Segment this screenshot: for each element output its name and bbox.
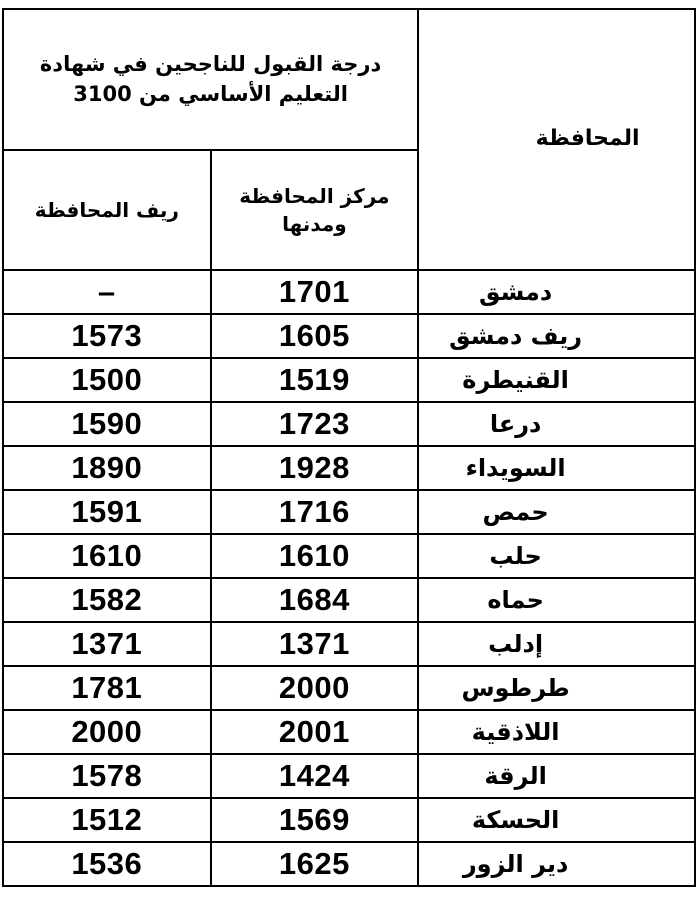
city-grade-cell: 1701 — [211, 270, 419, 314]
rural-grade-cell: 1610 — [3, 534, 211, 578]
city-grade-cell: 1371 — [211, 622, 419, 666]
city-grade-cell: 1605 — [211, 314, 419, 358]
table-row — [3, 534, 695, 578]
rural-grade-cell: 1371 — [3, 622, 211, 666]
city-grade-cell: 1424 — [211, 754, 419, 798]
rural-header-cell — [3, 150, 211, 270]
acceptance-grades-table — [2, 8, 696, 887]
rural-grade-cell: 1781 — [3, 666, 211, 710]
table-row — [3, 798, 695, 842]
city-header-cell — [211, 150, 419, 270]
rural-grade-cell: 1512 — [3, 798, 211, 842]
province-name-cell: حماه — [418, 578, 695, 622]
table-row — [3, 402, 695, 446]
province-header-cell — [418, 9, 695, 270]
acceptance-title: درجة القبول للناجحين في شهادة التعليم الأساسي من 3100 — [39, 52, 382, 106]
province-name-cell: حلب — [418, 534, 695, 578]
rural-grade-cell: 1590 — [3, 402, 211, 446]
city-grade-cell: 2001 — [211, 710, 419, 754]
rural-grade-cell: 1591 — [3, 490, 211, 534]
table-row — [3, 842, 695, 886]
city-grade-cell: 1569 — [211, 798, 419, 842]
province-name-cell: اللاذقية — [418, 710, 695, 754]
rural-grade-cell: 1536 — [3, 842, 211, 886]
rural-grade-cell: 1500 — [3, 358, 211, 402]
city-grade-cell: 1684 — [211, 578, 419, 622]
province-name-cell: دمشق — [418, 270, 695, 314]
rural-grade-cell: 2000 — [3, 710, 211, 754]
table-body — [3, 9, 695, 886]
rural-grade-cell: 1578 — [3, 754, 211, 798]
acceptance-title-cell — [3, 9, 418, 150]
table-row — [3, 578, 695, 622]
city-grade-cell: 1928 — [211, 446, 419, 490]
city-grade-cell: 1723 — [211, 402, 419, 446]
table-row — [3, 666, 695, 710]
city-header: مركز المحافظة ومدنها — [239, 184, 390, 236]
province-name-cell: دير الزور — [418, 842, 695, 886]
province-name-cell: الحسكة — [418, 798, 695, 842]
table-row — [3, 270, 695, 314]
rural-grade-cell: 1573 — [3, 314, 211, 358]
rural-grade-cell: 1582 — [3, 578, 211, 622]
rural-grade-cell: 1890 — [3, 446, 211, 490]
province-name-cell: ريف دمشق — [418, 314, 695, 358]
city-grade-cell: 1716 — [211, 490, 419, 534]
province-name-cell: حمص — [418, 490, 695, 534]
city-grade-cell: 1625 — [211, 842, 419, 886]
table-row — [3, 446, 695, 490]
province-name-cell: درعا — [418, 402, 695, 446]
table-row — [3, 490, 695, 534]
province-name-cell: طرطوس — [418, 666, 695, 710]
rural-grade-cell: – — [3, 270, 211, 314]
province-name-cell: القنيطرة — [418, 358, 695, 402]
city-grade-cell: 1519 — [211, 358, 419, 402]
rural-header: ريف المحافظة — [34, 198, 179, 222]
province-name-cell: السويداء — [418, 446, 695, 490]
city-grade-cell: 2000 — [211, 666, 419, 710]
province-name-cell: الرقة — [418, 754, 695, 798]
table-row — [3, 710, 695, 754]
province-header: المحافظة — [535, 126, 640, 152]
table-row — [3, 358, 695, 402]
city-grade-cell: 1610 — [211, 534, 419, 578]
table-row — [3, 754, 695, 798]
header-row-top — [3, 9, 695, 150]
table-row — [3, 314, 695, 358]
province-name-cell: إدلب — [418, 622, 695, 666]
table-row — [3, 622, 695, 666]
